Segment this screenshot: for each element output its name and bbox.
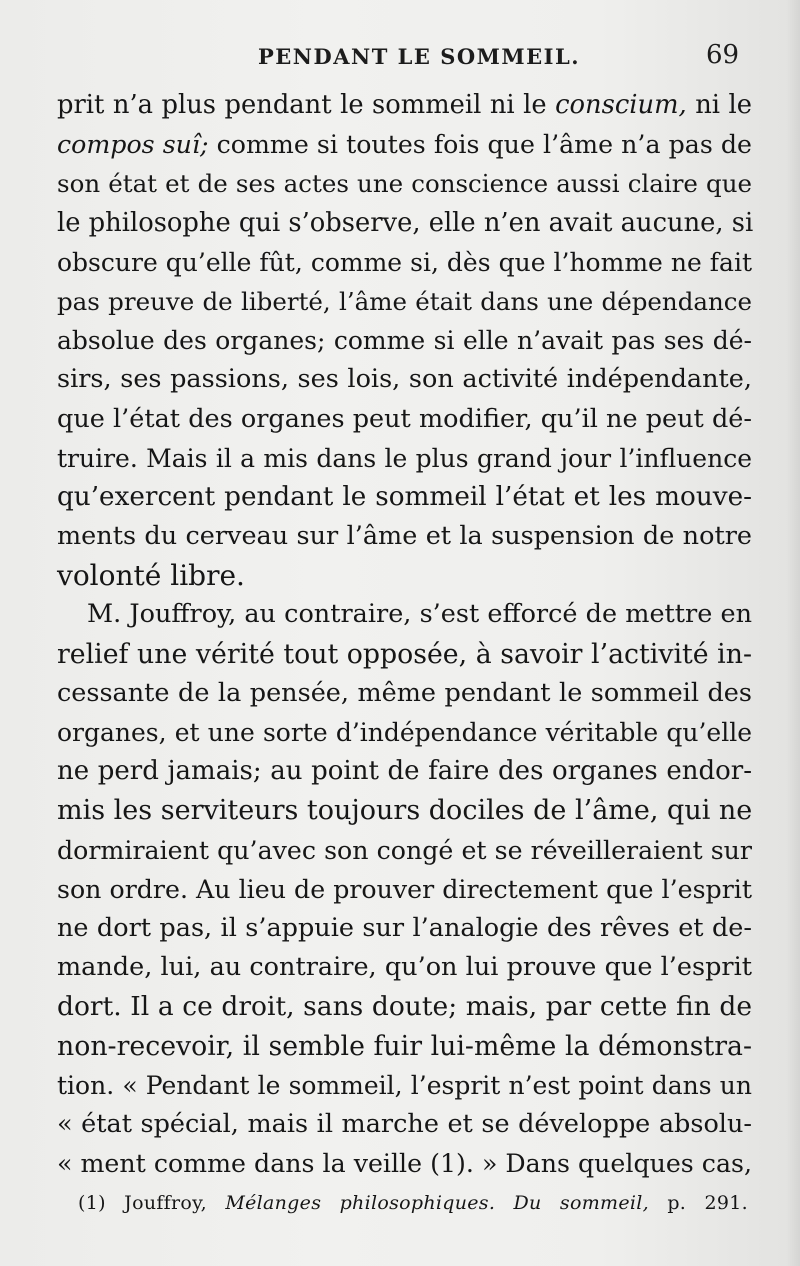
text-line: son ordre. Au lieu de prouver directement que l’esprit	[57, 874, 752, 904]
text-line: mande, lui, au contraire, qu’on lui prouve que l’esprit	[57, 952, 752, 983]
text-line: qu’exercent pendant le sommeil l’état et les mouve-	[57, 481, 752, 512]
text-line: son état et de ses actes une conscience aussi claire que	[57, 169, 752, 199]
text-line: tion. « Pendant le sommeil, l’esprit n’est point dans un	[57, 1070, 752, 1100]
footnote: (1) Jouffroy, Mélanges philosophiques. Du sommeil, p. 291.	[78, 1192, 748, 1214]
text-line: absolue des organes; comme si elle n’avait pas ses dé-	[57, 326, 752, 356]
text-line: prit n’a plus pendant le sommeil ni le conscium, ni le	[57, 90, 752, 120]
text-line: organes, et une sorte d’indépendance véritable qu’elle	[57, 718, 752, 747]
text-line: « ment comme dans la veille (1). » Dans quelques cas,	[57, 1149, 752, 1179]
text-line: ne perd jamais; au point de faire des organes endor-	[57, 756, 752, 787]
text-line: ne dort pas, il s’appuie sur l’analogie des rêves et de-	[57, 912, 752, 943]
text-line: M. Jouffroy, au contraire, s’est efforcé de mettre en	[87, 599, 752, 630]
text-line: « état spécial, mais il marche et se développe absolu-	[57, 1108, 752, 1139]
text-line: mis les serviteurs toujours dociles de l’âme, qui ne	[57, 795, 753, 827]
text-line: que l’état des organes peut modifier, qu’il ne peut dé-	[57, 403, 752, 434]
page-number: 69	[706, 40, 740, 70]
text-line: obscure qu’elle fût, comme si, dès que l’homme ne fait	[57, 247, 752, 277]
text-line: non-recevoir, il semble fuir lui-même la démonstra-	[57, 1030, 752, 1062]
body-text	[57, 86, 752, 1183]
text-line: compos suî; comme si toutes fois que l’âme n’a pas de	[57, 130, 752, 160]
text-line: sirs, ses passions, ses lois, son activité indépendante,	[57, 364, 752, 395]
page-edge-shadow	[786, 0, 800, 1266]
running-title: PENDANT LE SOMMEIL.	[258, 44, 581, 69]
text-line: pas preuve de liberté, l’âme était dans une dépendance	[57, 286, 752, 316]
text-line: truire. Mais il a mis dans le plus grand jour l’influence	[57, 443, 752, 473]
text-line: relief une vérité tout opposée, à savoir l’activité in-	[57, 638, 752, 670]
text-line: dort. Il a ce droit, sans doute; mais, par cette fin de	[57, 991, 752, 1023]
text-line: ments du cerveau sur l’âme et la suspension de notre	[57, 521, 752, 552]
text-line: volonté libre.	[57, 559, 245, 593]
text-line: dormiraient qu’avec son congé et se réveilleraient sur	[57, 835, 752, 865]
text-line: le philosophe qui s’observe, elle n’en avait aucune, si	[57, 207, 754, 238]
text-line: cessante de la pensée, même pendant le sommeil des	[57, 677, 752, 708]
